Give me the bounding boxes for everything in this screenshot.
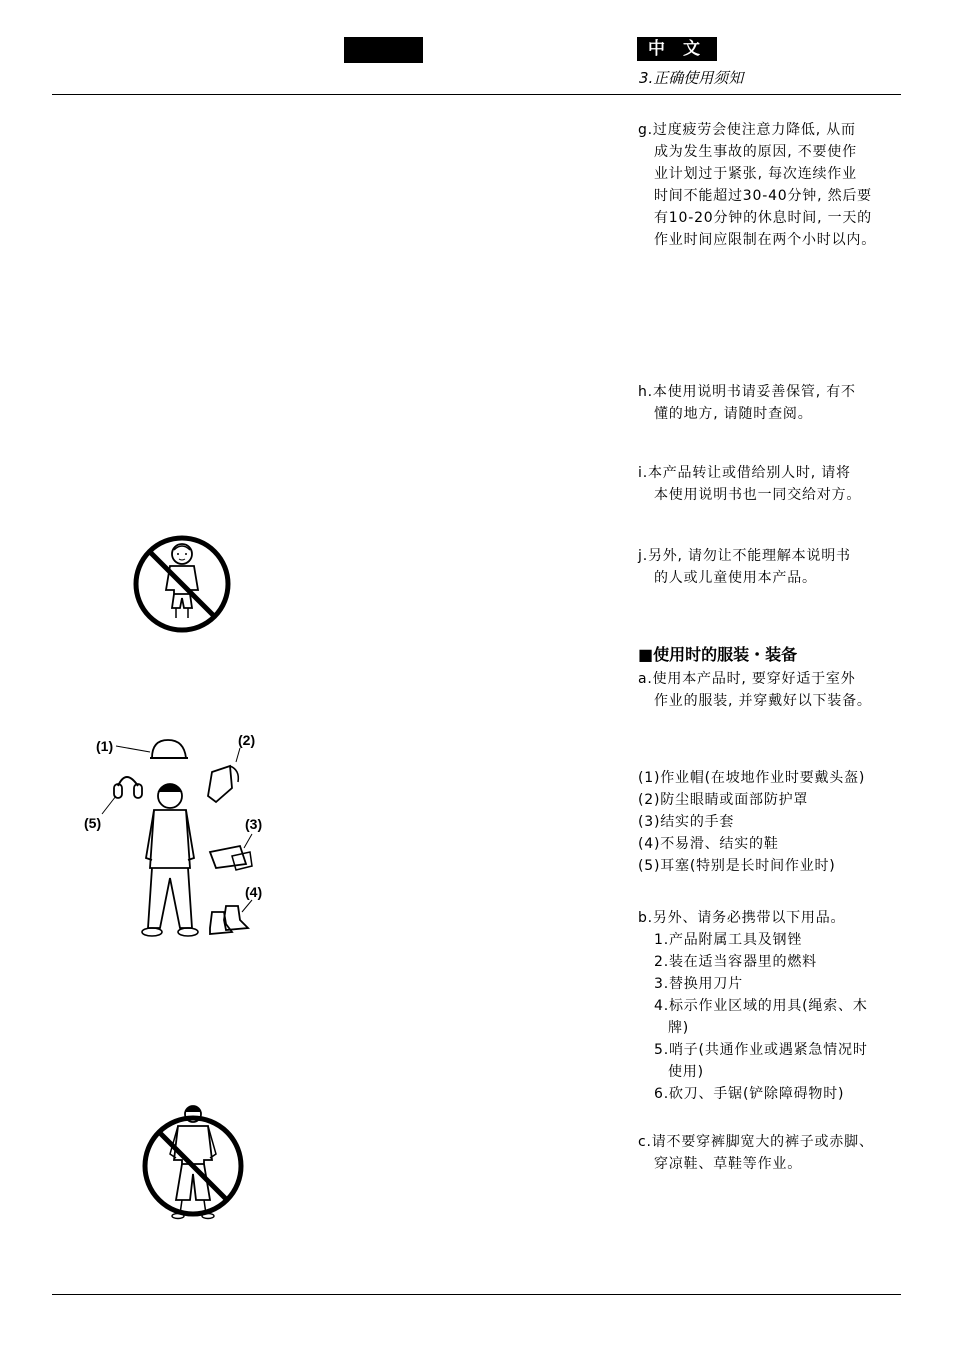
- no-loose-clothing-prohibition-icon: [138, 1104, 248, 1224]
- list-item-continuation: 使用): [668, 1064, 704, 1080]
- text-line: i.本产品转让或借给别人时, 请将: [638, 465, 851, 481]
- label-3: (3): [245, 816, 263, 832]
- text-line: 作业的服装, 并穿戴好以下装备。: [654, 693, 872, 709]
- text-line: h.本使用说明书请妥善保管, 有不: [638, 384, 856, 400]
- text-line: 本使用说明书也一同交给对方。: [654, 487, 862, 503]
- list-item: 2.装在适当容器里的燃料: [654, 954, 817, 970]
- text-line: j.另外, 请勿让不能理解本说明书: [638, 548, 851, 564]
- label-1: (1): [96, 738, 114, 754]
- list-item: 6.砍刀、手锯(铲除障碍物时): [654, 1086, 845, 1102]
- header-black-bar: [344, 37, 423, 63]
- list-item: 3.替换用刀片: [654, 976, 743, 992]
- equipment-list: [638, 767, 865, 877]
- text-line: 懂的地方, 请随时查阅。: [654, 406, 813, 422]
- section-title: 3.正确使用须知: [639, 69, 744, 87]
- list-item: (3)结实的手套: [638, 814, 735, 830]
- text-line: 有10-20分钟的休息时间, 一天的: [654, 210, 872, 226]
- text-line: 成为发生事故的原因, 不要使作: [654, 144, 857, 160]
- text-line: c.请不要穿裤脚宽大的裤子或赤脚、: [638, 1134, 874, 1150]
- top-divider: [52, 94, 901, 95]
- paragraph-g: [638, 119, 903, 251]
- bottom-divider: [52, 1294, 901, 1295]
- list-item: 5.哨子(共通作业或遇紧急情况时: [654, 1042, 868, 1058]
- protective-equipment-figure: [80, 728, 280, 944]
- text-line: 业计划过于紧张, 每次连续作业: [654, 166, 857, 182]
- paragraph-c: [638, 1131, 903, 1175]
- paragraph-b: [638, 907, 903, 1105]
- label-2: (2): [238, 732, 256, 748]
- text-line: 时间不能超过30-40分钟, 然后要: [654, 188, 872, 204]
- list-item: (1)作业帽(在坡地作业时要戴头盔): [638, 770, 866, 786]
- text-line: 作业时间应限制在两个小时以内。: [654, 232, 876, 248]
- language-label: 中 文: [637, 37, 717, 61]
- label-5: (5): [84, 815, 102, 831]
- text-line: b.另外、请务必携带以下用品。: [638, 910, 846, 926]
- list-item: 1.产品附属工具及钢锉: [654, 932, 803, 948]
- paragraph-h: [638, 381, 903, 425]
- list-item-continuation: 牌): [668, 1020, 690, 1036]
- text-line: a.使用本产品时, 要穿好适于室外: [638, 671, 856, 687]
- text-line: 穿凉鞋、草鞋等作业。: [654, 1156, 802, 1172]
- worker-equipment-illustration: [80, 728, 280, 944]
- no-children-prohibition-icon: [130, 532, 234, 636]
- paragraph-j: [638, 545, 903, 589]
- list-item: 4.标示作业区域的用具(绳索、木: [654, 998, 868, 1014]
- paragraph-i: [638, 462, 903, 506]
- list-item: (5)耳塞(特别是长时间作业时): [638, 858, 836, 874]
- paragraph-a: [638, 668, 903, 712]
- label-4: (4): [245, 884, 263, 900]
- clothing-heading: ■使用时的服装・装备: [638, 645, 798, 664]
- text-line: 的人或儿童使用本产品。: [654, 570, 817, 586]
- list-item: (4)不易滑、结实的鞋: [638, 836, 779, 852]
- text-line: g.过度疲劳会使注意力降低, 从而: [638, 122, 856, 138]
- list-item: (2)防尘眼睛或面部防护罩: [638, 792, 809, 808]
